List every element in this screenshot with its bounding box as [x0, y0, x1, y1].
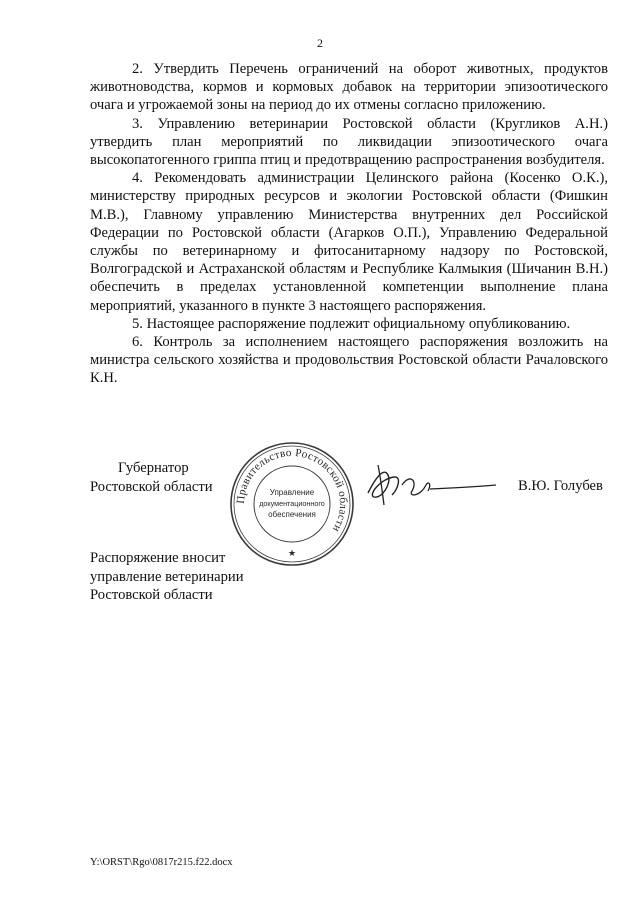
handwritten-signature — [362, 455, 502, 515]
submitted-line-1: Распоряжение вносит — [90, 550, 226, 566]
paragraph-4: 4. Рекомендовать администрации Целинского района (Косенко О.К.), министерству природных ресурсов и экологии Ростовской области (Фишкин М.В.), Главному управлению Министерства внутренних дел Российской Федерации по Ростовской области (Агарков О.П.), Управлению Федеральной службы по ветеринарному и фитосанитарному надзору по Ростовской, Волгоградской и Астраханской областям и Республике Калмыкия (Шичанин В.Н.) обеспечить в пределах установленной компетенции выполнение плана мероприятий, указанного в пункте 3 настоящего распоряжения. — [90, 170, 608, 314]
file-path-footer: Y:\ORST\Rgo\0817r215.f22.docx — [90, 857, 233, 868]
seal-outer-text: Правительство Ростовской области — [234, 446, 350, 535]
seal-inner-line2: документационного — [259, 499, 325, 508]
seal-inner-line3: обеспечения — [268, 510, 316, 519]
submitted-line-3: Ростовской области — [90, 587, 213, 603]
submitted-line-2: управление ветеринарии — [90, 568, 244, 585]
seal-star-icon: ★ — [287, 548, 297, 558]
paragraph-6: 6. Контроль за исполнением настоящего распоряжения возложить на министра сельского хозяйства и продовольствия Ростовской области Рачаловского К.Н. — [90, 334, 608, 387]
position-title: Губернатор — [118, 460, 189, 476]
signatory-position — [90, 459, 213, 497]
paragraph-5: 5. Настоящее распоряжение подлежит официальному опубликованию. — [132, 315, 571, 332]
paragraph-2: 2. Утвердить Перечень ограничений на оборот животных, продуктов животноводства, кормов и кормовых добавок на территории эпизоотического очага и угрожаемой зоны на период до их отмены согласно приложению. — [90, 61, 608, 114]
document-body — [90, 60, 608, 388]
seal-inner-line1: Управление — [269, 488, 315, 497]
paragraph-3: 3. Управлению ветеринарии Ростовской области (Кругликов А.Н.) утвердить план мероприятий по ликвидации эпизоотического очага высокопатогенного гриппа птиц и предотвращению распространения возбудителя. — [90, 115, 608, 169]
position-region: Ростовской области — [90, 479, 213, 495]
signer-name: В.Ю. Голубев — [518, 478, 603, 494]
official-seal — [228, 440, 356, 568]
page-number: 2 — [317, 36, 323, 50]
submitted-by — [90, 549, 244, 605]
